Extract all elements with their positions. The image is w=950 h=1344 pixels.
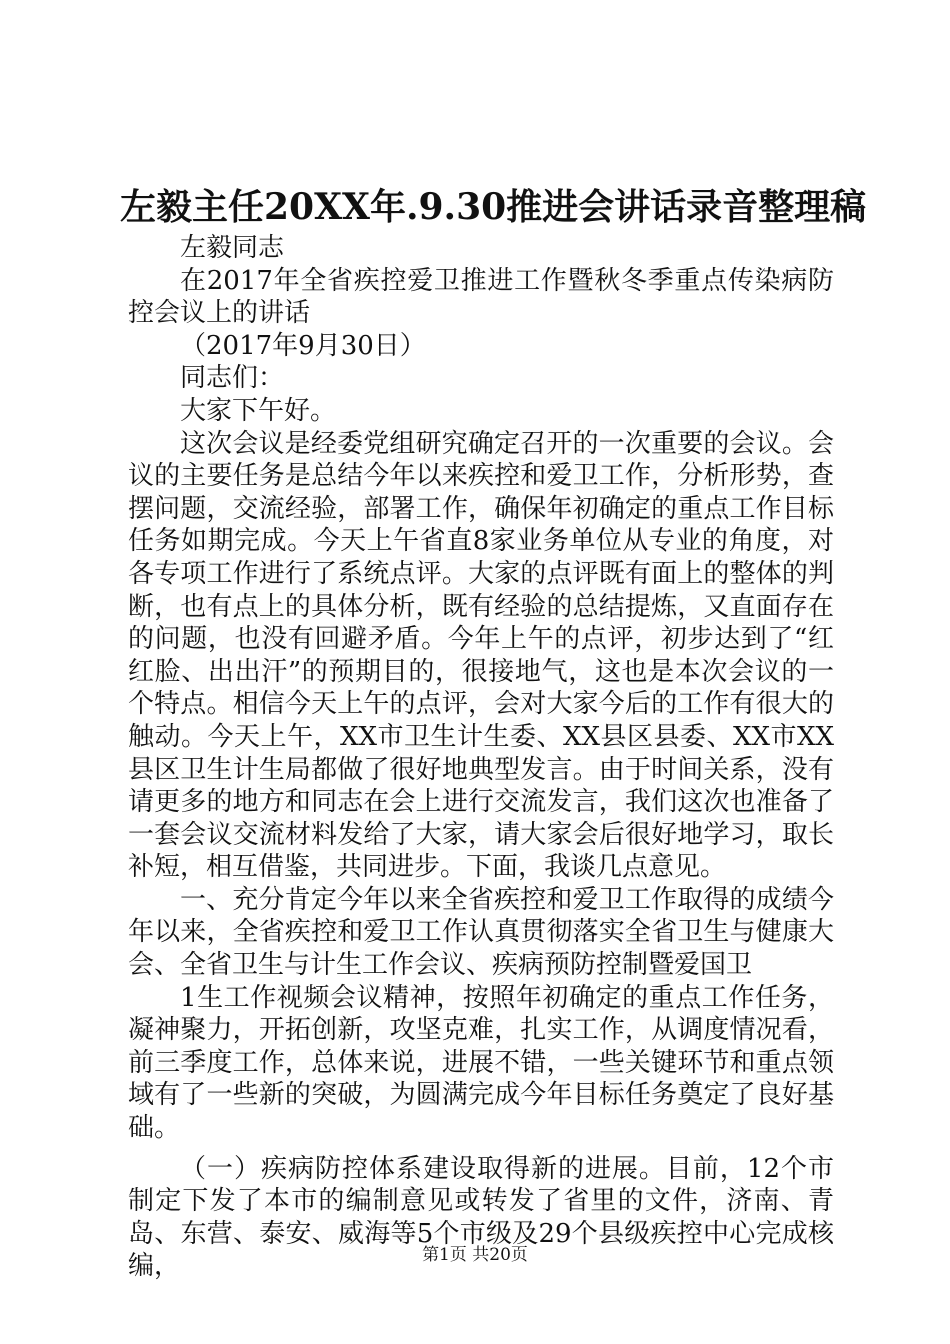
- paragraph-date: （2017年9月30日）: [180, 330, 426, 361]
- paragraph-greeting: 大家下午好。: [180, 395, 337, 426]
- paragraph-section-one-continued: 1生工作视频会议精神，按照年初确定的重点工作任务，凝神聚力，开拓创新，攻坚克难，扎实工作，从调度情况看，前三季度工作，总体来说，进展不错，一些关键环节和重点领域有了一些新的突破，为圆满完成今年目标任务奠定了良好基础。: [128, 982, 834, 1144]
- paragraph-addressee: 左毅同志: [180, 233, 285, 263]
- paragraph-subsection-one: （一）疾病防控体系建设取得新的进展。目前，12个市制定下发了本市的编制意见或转发了省里的文件，济南、青岛、东营、泰安、威海等5个市级及29个县级疾控中心完成核编，: [128, 1153, 834, 1282]
- paragraph-section-one: 一、充分肯定今年以来全省疾控和爱卫工作取得的成绩今年以来，全省疾控和爱卫工作认真贯彻落实全省卫生与健康大会、全省卫生与计生工作会议、疾病预防控制暨爱国卫: [128, 884, 834, 981]
- document-title: 左毅主任20XX年.9.30推进会讲话录音整理稿: [120, 186, 867, 228]
- paragraph-speech-title: 在2017年全省疾控爱卫推进工作暨秋冬季重点传染病防控会议上的讲话: [128, 265, 834, 329]
- paragraph-salutation: 同志们：: [180, 363, 285, 394]
- document-body: [128, 232, 834, 1283]
- paragraph-intro: 这次会议是经委党组研究确定召开的一次重要的会议。会议的主要任务是总结今年以来疾控和爱卫工作，分析形势，查摆问题，交流经验，部署工作，确保年初确定的重点工作目标任务如期完成。今天上午省直8家业务单位从专业的角度，对各专项工作进行了系统点评。大家的点评既有面上的整体的判断，也有点上的具体分析，既有经验的总结提炼，又直面存在的问题，也没有回避矛盾。今年上午的点评，初步达到了“红红脸、出出汗”的预期目的，很接地气，这也是本次会议的一个特点。相信今天上午的点评，会对大家今后的工作有很大的触动。今天上午，XX市卫生计生委、XX县区县委、XX市XX县区卫生计生局都做了很好地典型发言。由于时间关系，没有请更多的地方和同志在会上进行交流发言，我们这次也准备了一套会议交流材料发给了大家，请大家会后很好地学习，取长补短，相互借鉴，共同进步。下面，我谈几点意见。: [128, 428, 834, 883]
- page-footer: 第1页 共20页: [422, 1245, 528, 1265]
